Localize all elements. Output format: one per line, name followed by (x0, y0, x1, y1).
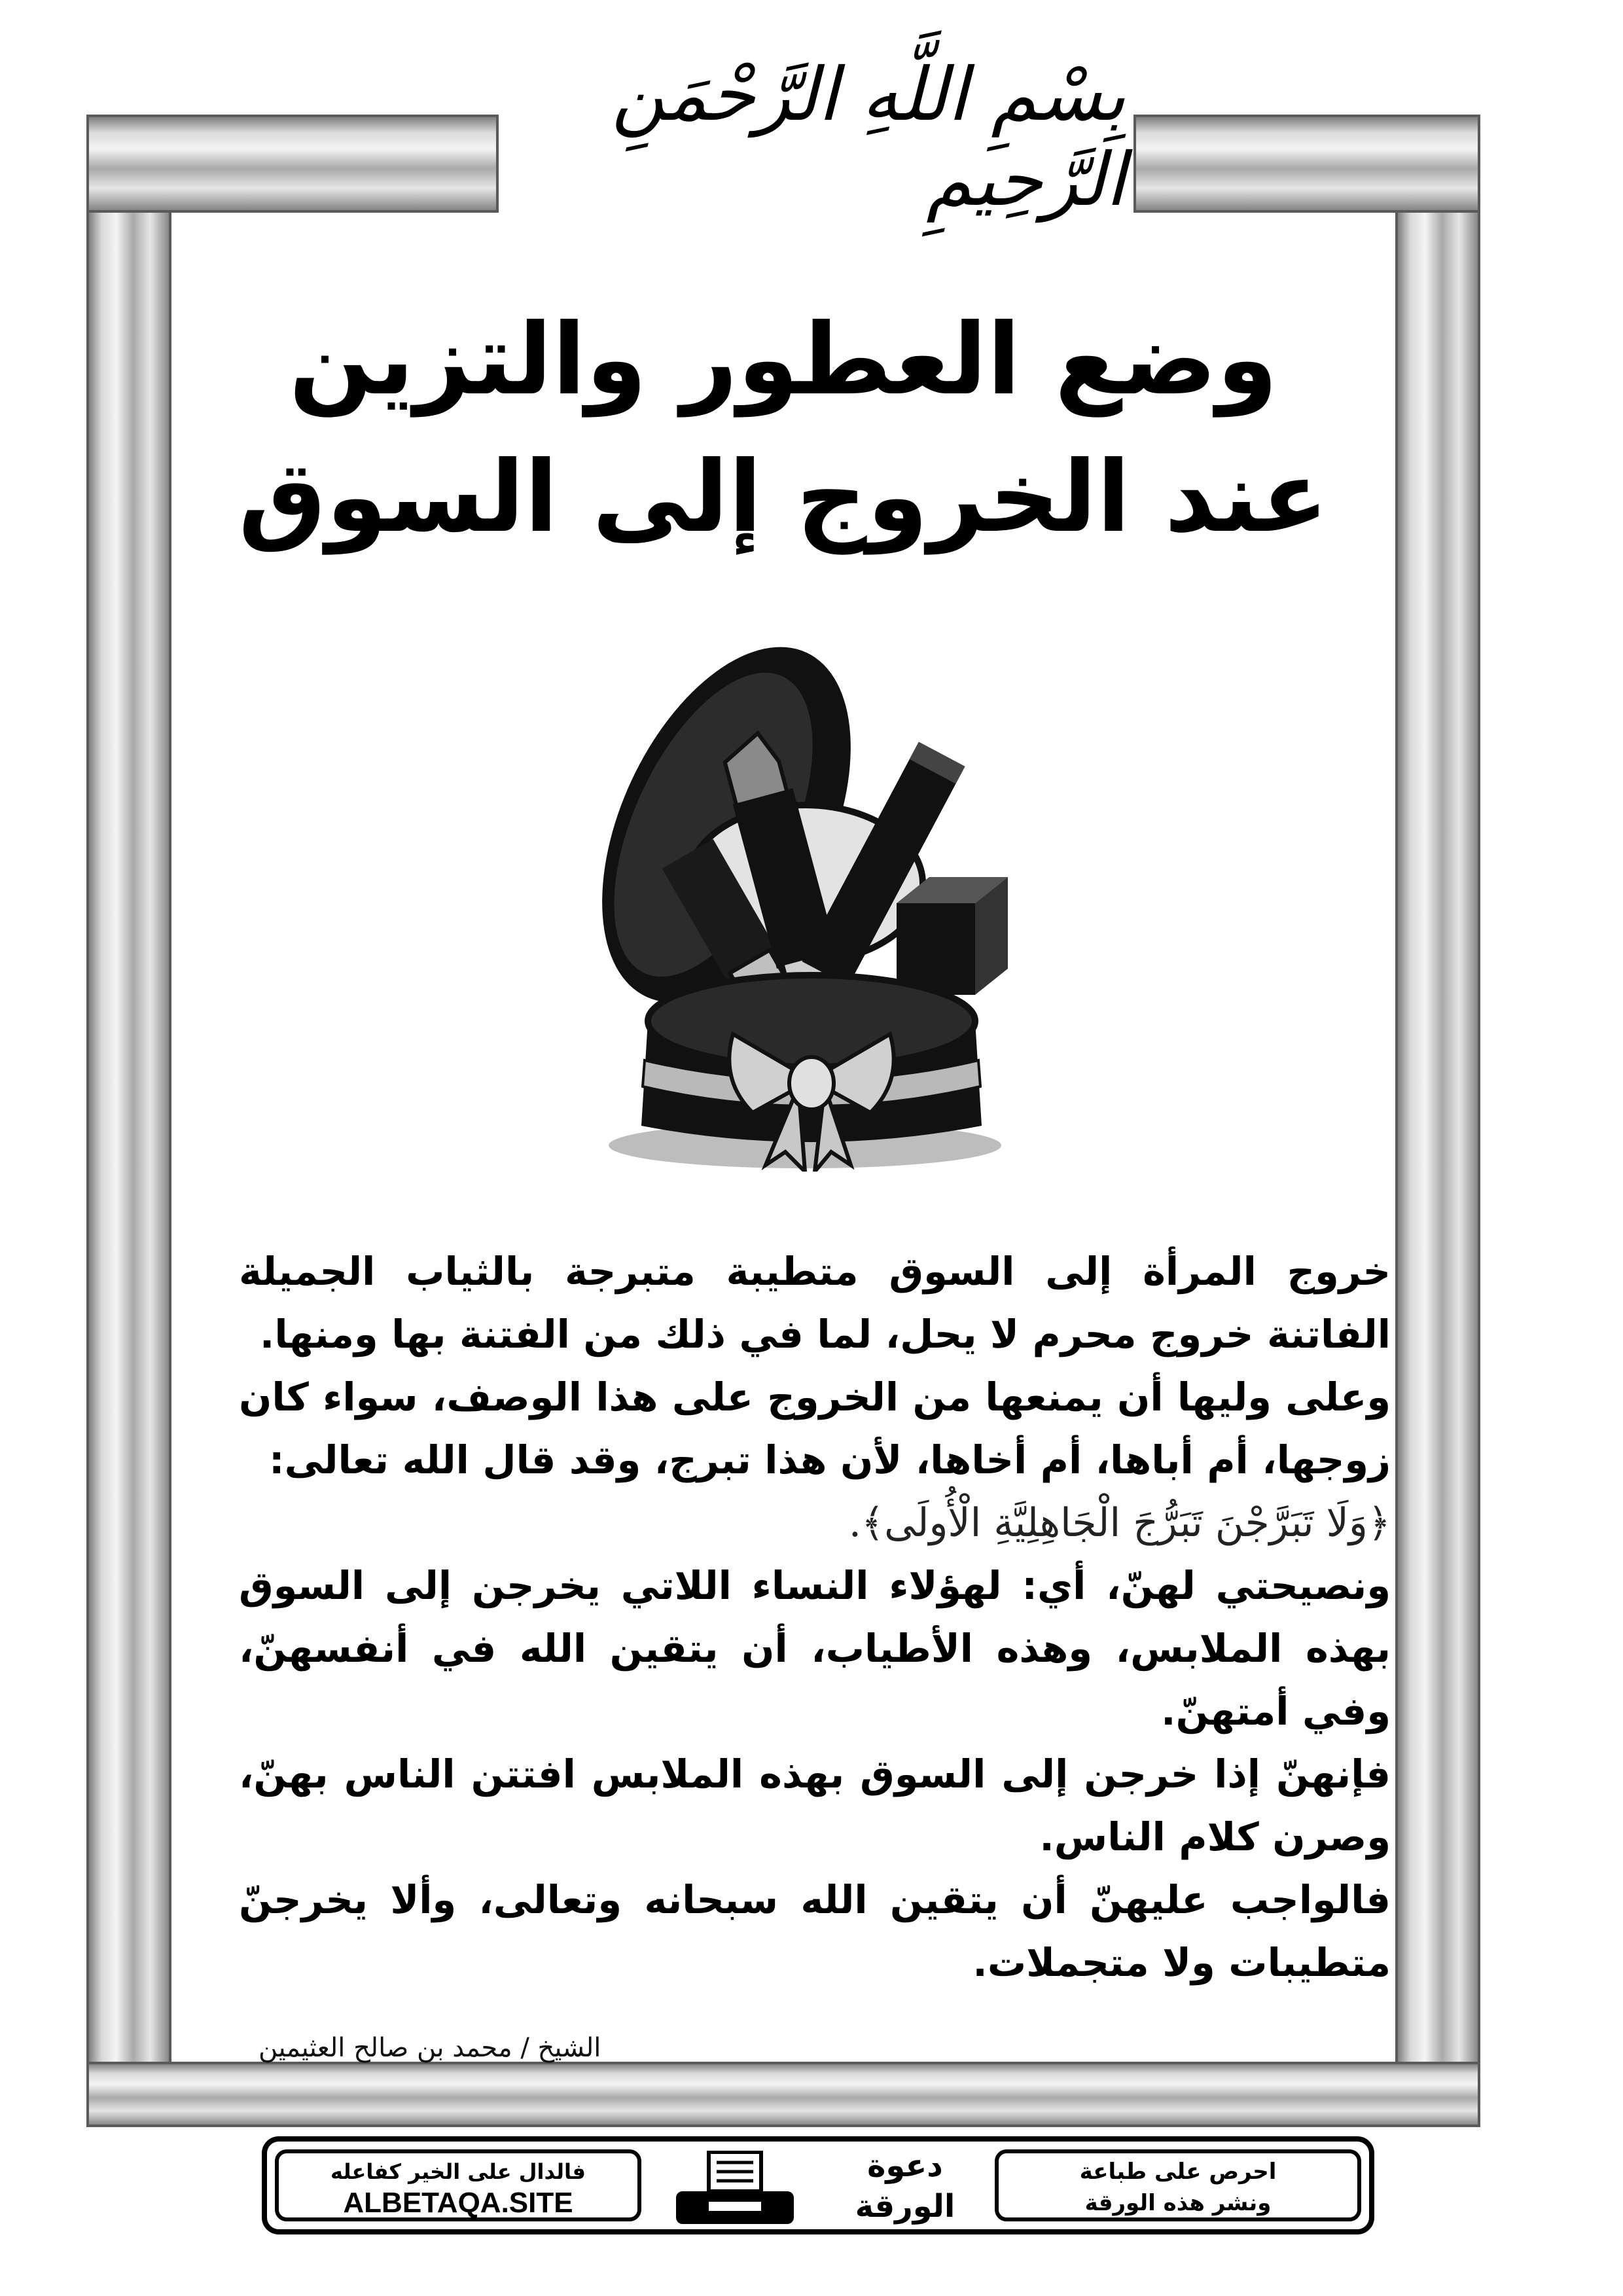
footer-print-line2: ونشر هذه الورقة (1084, 2190, 1272, 2216)
paragraph-3: ونصيحتي لهنّ، أي: لهؤلاء النساء اللاتي يخرجن إلى السوق بهذه الملابس، وهذه الأطياب، أن يتقين الله في أنفسهنّ، وفي أمتهنّ. (239, 1563, 1391, 1734)
paragraph-5: فالواجب عليهنّ أن يتقين الله سبحانه وتعالى، وألا يخرجنّ متطيبات ولا متجملات. (239, 1877, 1391, 1985)
printer-icon (669, 2151, 800, 2228)
frame-right-border (1395, 115, 1480, 2127)
author-credit: الشيخ / محمد بن صالح العثيمين (259, 2033, 601, 2063)
footer-saying: فالدال على الخير كفاعله (330, 2159, 586, 2184)
dawat-alwaraqa-logo (843, 2145, 967, 2231)
frame-left-border (86, 115, 171, 2127)
logo-text-top: دعوة (867, 2147, 943, 2184)
footer-website-box (275, 2149, 641, 2221)
cosmetics-gift-box-icon (589, 628, 1047, 1172)
frame-bottom-border (86, 2062, 1480, 2127)
footer-banner (262, 2136, 1374, 2234)
article-body (239, 1240, 1391, 1994)
bismillah-calligraphy: بِسْمِ اللَّهِ الرَّحْمَنِ الرَّحِيمِ (611, 52, 1126, 223)
footer-website-link[interactable]: ALBETAQA.SITE (343, 2187, 573, 2219)
frame-top-right-border (1133, 115, 1480, 213)
logo-text-bottom: الورقة (855, 2188, 955, 2225)
quran-verse: ﴿وَلَا تَبَرَّجْنَ تَبَرُّجَ الْجَاهِلِيَّةِ الْأُولَى﴾. (848, 1500, 1391, 1546)
frame-top-left-border (86, 115, 499, 213)
paragraph-4: فإنهنّ إذا خرجن إلى السوق بهذه الملابس افتتن الناس بهنّ، وصرن كلام الناس. (239, 1751, 1391, 1859)
footer-print-notice (995, 2149, 1361, 2221)
paragraph-2: وعلى وليها أن يمنعها من الخروج على هذا الوصف، سواء كان زوجها، أم أباها، أم أخاها، لأن هذا تبرج، وقد قال الله تعالى: (239, 1374, 1391, 1482)
paragraph-1: خروج المرأة إلى السوق متطيبة متبرجة بالثياب الجميلة الفاتنة خروج محرم لا يحل، لما في ذلك من الفتنة بها ومنها. (239, 1249, 1391, 1357)
page-title-line2: عند الخروج إلى السوق (238, 440, 1329, 554)
page-title-line1: وضع العطور والتزين (289, 303, 1278, 417)
footer-print-line1: احرص على طباعة (1079, 2159, 1277, 2185)
